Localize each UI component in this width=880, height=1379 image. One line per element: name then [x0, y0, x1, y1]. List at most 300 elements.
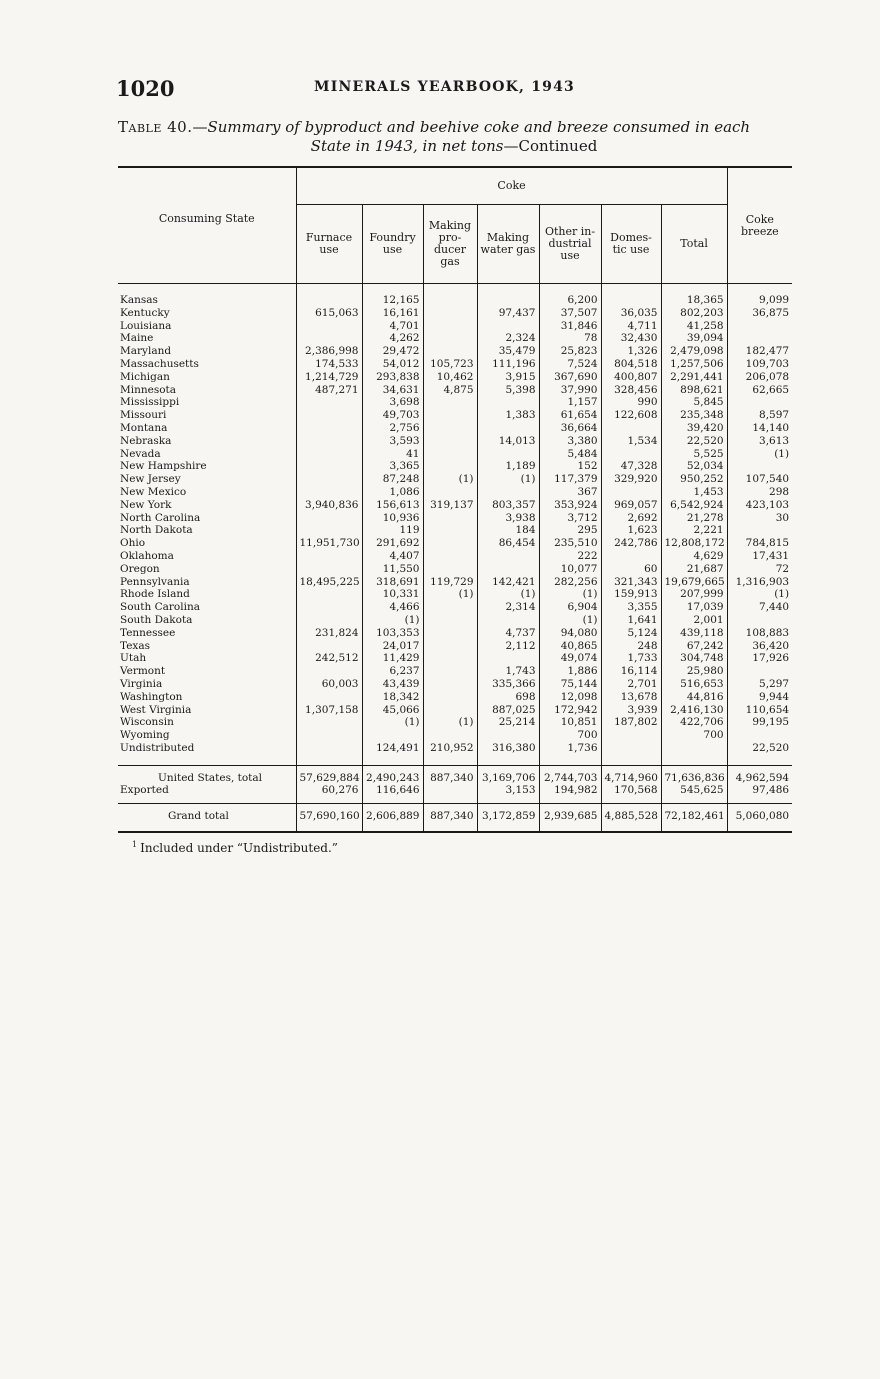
cell-domestic [601, 742, 661, 765]
cell-domestic: 400,807 [601, 371, 661, 384]
cell-foundry: 18,342 [362, 691, 423, 704]
cell-other-industrial: 3,712 [539, 512, 601, 525]
cell-other-industrial: 37,507 [539, 307, 601, 320]
caption-title-line1: Summary of byproduct and beehive coke and breeze consumed in each [207, 118, 751, 136]
cell-domestic: 2,692 [601, 512, 661, 525]
table-row [118, 284, 792, 307]
cell-total: 21,278 [661, 512, 727, 525]
cell-foundry: 291,692 [362, 537, 423, 550]
cell-total: 41,258 [661, 320, 727, 333]
cell-state: Wisconsin [120, 716, 174, 729]
cell-other-industrial: 1,736 [539, 742, 601, 765]
cell-furnace [296, 524, 362, 537]
cell-state: Virginia [120, 677, 163, 690]
cell-water-gas: 142,421 [477, 576, 539, 589]
cell-water-gas: 2,314 [477, 601, 539, 614]
cell-breeze: 1,316,903 [727, 576, 792, 589]
cell-furnace [296, 332, 362, 345]
cell-breeze: 36,420 [727, 640, 792, 653]
cell-state: Washington [120, 690, 183, 703]
cell-total: 25,980 [661, 665, 727, 678]
cell-foundry: 3,365 [362, 460, 423, 473]
cell-producer-gas: 119,729 [423, 576, 477, 589]
grand-total-furnace: 57,690,160 [296, 804, 362, 832]
cell-water-gas: 803,357 [477, 499, 539, 512]
cell-state: West Virginia [120, 703, 192, 716]
cell-furnace: 231,824 [296, 627, 362, 640]
cell-water-gas [477, 448, 539, 461]
cell-state: Missouri [120, 409, 167, 422]
cell-breeze [727, 614, 792, 627]
grand-total-row [118, 804, 792, 832]
cell-furnace [296, 409, 362, 422]
cell-domestic [601, 422, 661, 435]
cell-domestic: 248 [601, 640, 661, 653]
cell-domestic [601, 550, 661, 563]
cell-total [661, 742, 727, 765]
cell-furnace [296, 473, 362, 486]
header-furnace-use: Furnace use [296, 205, 362, 284]
cell-other-industrial: 40,865 [539, 640, 601, 653]
grand-total-producer-gas: 887,340 [423, 804, 477, 832]
cell-breeze [727, 332, 792, 345]
table-row [118, 691, 792, 704]
table-row [118, 601, 792, 614]
cell-domestic: 187,802 [601, 716, 661, 729]
table-row [118, 307, 792, 320]
cell-foundry: 29,472 [362, 345, 423, 358]
table-row [118, 512, 792, 525]
cell-total: 2,291,441 [661, 371, 727, 384]
cell-domestic: 990 [601, 396, 661, 409]
table-row [118, 640, 792, 653]
cell-domestic: 1,534 [601, 435, 661, 448]
cell-breeze: 109,703 [727, 358, 792, 371]
cell-producer-gas [423, 678, 477, 691]
grand-total-other-industrial: 2,939,685 [539, 804, 601, 832]
cell-foundry: (1) [362, 716, 423, 729]
cell-foundry: 11,550 [362, 563, 423, 576]
cell-water-gas: 1,743 [477, 665, 539, 678]
header-water-gas: Making water gas [477, 205, 539, 284]
cell-state: Maryland [120, 345, 172, 358]
cell-breeze: 99,195 [727, 716, 792, 729]
table-body [118, 284, 792, 766]
cell-total: 17,039 [661, 601, 727, 614]
cell-total: 2,001 [661, 614, 727, 627]
cell-producer-gas [423, 601, 477, 614]
cell-state: Pennsylvania [120, 575, 190, 588]
table-row [118, 614, 792, 627]
cell-breeze: 30 [727, 512, 792, 525]
cell-breeze [727, 665, 792, 678]
table-row [118, 486, 792, 499]
cell-total: 4,629 [661, 550, 727, 563]
cell-breeze: (1) [727, 588, 792, 601]
cell-breeze: 14,140 [727, 422, 792, 435]
cell-breeze: 298 [727, 486, 792, 499]
cell-other-industrial: 282,256 [539, 576, 601, 589]
cell-foundry: 54,012 [362, 358, 423, 371]
footnote-mark: 1 [132, 840, 138, 849]
cell-state: Tennessee [120, 626, 176, 639]
cell-producer-gas [423, 320, 477, 333]
cell-breeze [727, 524, 792, 537]
cell-other-industrial: 10,077 [539, 563, 601, 576]
cell-total: 5,525 [661, 448, 727, 461]
table-row [118, 588, 792, 601]
cell-foundry: 12,165 [362, 284, 423, 307]
cell-water-gas: 2,324 [477, 332, 539, 345]
cell-state: New Jersey [120, 473, 181, 486]
cell-domestic [601, 448, 661, 461]
cell-domestic: 242,786 [601, 537, 661, 550]
cell-total: 898,621 [661, 384, 727, 397]
cell-total: 12,808,172 [661, 537, 727, 550]
cell-producer-gas: 4,875 [423, 384, 477, 397]
cell-furnace: 615,063 [296, 307, 362, 320]
cell-furnace [296, 448, 362, 461]
cell-foundry: 11,429 [362, 652, 423, 665]
cell-other-industrial: 353,924 [539, 499, 601, 512]
table-totals [118, 765, 792, 832]
cell-water-gas [477, 422, 539, 435]
cell-state: North Carolina [120, 511, 201, 524]
cell-state: Louisiana [120, 319, 172, 332]
cell-domestic: 16,114 [601, 665, 661, 678]
cell-producer-gas: 319,137 [423, 499, 477, 512]
cell-other-industrial: 700 [539, 729, 601, 742]
cell-state: Wyoming [120, 729, 170, 742]
cell-producer-gas [423, 284, 477, 307]
cell-furnace [296, 665, 362, 678]
cell-domestic [601, 284, 661, 307]
cell-state: Nebraska [120, 434, 172, 447]
cell-total: 2,479,098 [661, 345, 727, 358]
cell-breeze: 17,431 [727, 550, 792, 563]
cell-breeze: 423,103 [727, 499, 792, 512]
cell-water-gas [477, 320, 539, 333]
cell-state: Utah [120, 652, 147, 665]
cell-producer-gas [423, 512, 477, 525]
cell-producer-gas [423, 396, 477, 409]
cell-producer-gas [423, 537, 477, 550]
cell-domestic: 5,124 [601, 627, 661, 640]
cell-state: Kansas [120, 294, 158, 306]
cell-other-industrial: (1) [539, 614, 601, 627]
table-row [118, 665, 792, 678]
cell-foundry: 156,613 [362, 499, 423, 512]
cell-producer-gas [423, 627, 477, 640]
cell-foundry: 4,701 [362, 320, 423, 333]
cell-producer-gas: 210,952 [423, 742, 477, 765]
cell-foundry: 2,756 [362, 422, 423, 435]
cell-total: 39,420 [661, 422, 727, 435]
cell-furnace [296, 640, 362, 653]
us-total-other-industrial: 2,744,703 [539, 765, 601, 784]
cell-total: 304,748 [661, 652, 727, 665]
cell-other-industrial: 94,080 [539, 627, 601, 640]
cell-other-industrial: 12,098 [539, 691, 601, 704]
cell-other-industrial: 7,524 [539, 358, 601, 371]
cell-furnace [296, 422, 362, 435]
cell-state: Oregon [120, 562, 160, 575]
cell-other-industrial: 5,484 [539, 448, 601, 461]
cell-other-industrial: 235,510 [539, 537, 601, 550]
cell-domestic: 47,328 [601, 460, 661, 473]
cell-furnace: 18,495,225 [296, 576, 362, 589]
cell-breeze [727, 460, 792, 473]
cell-domestic: 329,920 [601, 473, 661, 486]
cell-state: Massachusetts [120, 357, 199, 370]
cell-other-industrial: 10,851 [539, 716, 601, 729]
cell-breeze [727, 396, 792, 409]
exported-other-industrial: 194,982 [539, 784, 601, 803]
cell-state: South Dakota [120, 613, 193, 626]
header-other-industrial: Other in- dustrial use [539, 205, 601, 284]
cell-total: 21,687 [661, 563, 727, 576]
cell-furnace: 174,533 [296, 358, 362, 371]
cell-producer-gas [423, 448, 477, 461]
cell-water-gas [477, 563, 539, 576]
cell-state: South Carolina [120, 601, 200, 614]
us-total-furnace: 57,629,884 [296, 765, 362, 784]
table-row [118, 320, 792, 333]
cell-furnace: 3,940,836 [296, 499, 362, 512]
cell-water-gas: 86,454 [477, 537, 539, 550]
cell-producer-gas [423, 729, 477, 742]
cell-producer-gas [423, 563, 477, 576]
cell-state: Undistributed [120, 741, 195, 754]
cell-breeze: 110,654 [727, 704, 792, 717]
table-row [118, 345, 792, 358]
table-row [118, 678, 792, 691]
grand-total-water-gas: 3,172,859 [477, 804, 539, 832]
cell-other-industrial: 37,990 [539, 384, 601, 397]
exported-label: Exported [120, 784, 169, 797]
cell-total: 5,845 [661, 396, 727, 409]
cell-other-industrial: 172,942 [539, 704, 601, 717]
cell-water-gas: (1) [477, 588, 539, 601]
caption-continued: —Continued [503, 137, 598, 155]
cell-furnace: 60,003 [296, 678, 362, 691]
cell-other-industrial: 6,904 [539, 601, 601, 614]
header-coke-breeze: Coke breeze [727, 167, 792, 284]
cell-total: 2,221 [661, 524, 727, 537]
cell-producer-gas [423, 435, 477, 448]
cell-water-gas: 184 [477, 524, 539, 537]
cell-producer-gas: (1) [423, 716, 477, 729]
cell-furnace [296, 742, 362, 765]
cell-state: Rhode Island [120, 588, 190, 601]
table-row [118, 742, 792, 765]
cell-producer-gas [423, 640, 477, 653]
cell-foundry: 41 [362, 448, 423, 461]
cell-state: New Hampshire [120, 460, 207, 473]
cell-total: 44,816 [661, 691, 727, 704]
cell-breeze: (1) [727, 448, 792, 461]
cell-water-gas: 25,214 [477, 716, 539, 729]
cell-water-gas: 316,380 [477, 742, 539, 765]
cell-producer-gas: (1) [423, 588, 477, 601]
cell-other-industrial: 61,654 [539, 409, 601, 422]
cell-other-industrial: 295 [539, 524, 601, 537]
cell-foundry: 45,066 [362, 704, 423, 717]
cell-furnace [296, 396, 362, 409]
cell-producer-gas [423, 422, 477, 435]
cell-other-industrial: 367 [539, 486, 601, 499]
cell-total: 950,252 [661, 473, 727, 486]
cell-total: 700 [661, 729, 727, 742]
cell-state: Nevada [120, 447, 161, 460]
cell-foundry: 43,439 [362, 678, 423, 691]
cell-furnace [296, 435, 362, 448]
table-row [118, 371, 792, 384]
cell-foundry: 318,691 [362, 576, 423, 589]
cell-foundry: 16,161 [362, 307, 423, 320]
cell-domestic: 122,608 [601, 409, 661, 422]
cell-domestic: 32,430 [601, 332, 661, 345]
cell-breeze: 9,944 [727, 691, 792, 704]
cell-other-industrial: 6,200 [539, 284, 601, 307]
cell-other-industrial: 25,823 [539, 345, 601, 358]
cell-other-industrial: 31,846 [539, 320, 601, 333]
cell-furnace: 487,271 [296, 384, 362, 397]
cell-foundry: 4,466 [362, 601, 423, 614]
cell-furnace [296, 550, 362, 563]
cell-total: 52,034 [661, 460, 727, 473]
cell-furnace [296, 563, 362, 576]
cell-foundry: 124,491 [362, 742, 423, 765]
cell-domestic [601, 729, 661, 742]
cell-breeze: 7,440 [727, 601, 792, 614]
cell-foundry: 87,248 [362, 473, 423, 486]
cell-total: 6,542,924 [661, 499, 727, 512]
cell-furnace: 11,951,730 [296, 537, 362, 550]
cell-domestic: 60 [601, 563, 661, 576]
cell-producer-gas [423, 652, 477, 665]
cell-water-gas: (1) [477, 473, 539, 486]
cell-water-gas: 1,189 [477, 460, 539, 473]
header-coke-group: Coke [296, 167, 727, 205]
cell-other-industrial: 152 [539, 460, 601, 473]
table-row [118, 473, 792, 486]
cell-foundry: 10,331 [362, 588, 423, 601]
cell-furnace [296, 716, 362, 729]
cell-water-gas: 4,737 [477, 627, 539, 640]
header-domestic-use: Domes- tic use [601, 205, 661, 284]
cell-domestic: 1,641 [601, 614, 661, 627]
cell-furnace [296, 614, 362, 627]
cell-foundry [362, 729, 423, 742]
us-total-water-gas: 3,169,706 [477, 765, 539, 784]
cell-producer-gas [423, 691, 477, 704]
cell-water-gas: 111,196 [477, 358, 539, 371]
cell-furnace [296, 284, 362, 307]
caption-title-line2: State in 1943, in net tons [310, 137, 504, 155]
cell-furnace [296, 460, 362, 473]
cell-total: 19,679,665 [661, 576, 727, 589]
cell-breeze: 784,815 [727, 537, 792, 550]
cell-breeze: 72 [727, 563, 792, 576]
cell-state: Vermont [120, 665, 166, 678]
cell-water-gas: 35,479 [477, 345, 539, 358]
coke-consumption-table-wrap [118, 166, 792, 833]
cell-water-gas: 2,112 [477, 640, 539, 653]
cell-domestic: 159,913 [601, 588, 661, 601]
cell-furnace [296, 729, 362, 742]
table-row [118, 448, 792, 461]
cell-water-gas [477, 652, 539, 665]
cell-water-gas: 14,013 [477, 435, 539, 448]
cell-producer-gas [423, 307, 477, 320]
cell-breeze: 17,926 [727, 652, 792, 665]
cell-state: North Dakota [120, 524, 193, 537]
cell-producer-gas [423, 409, 477, 422]
cell-other-industrial: 367,690 [539, 371, 601, 384]
cell-domestic: 969,057 [601, 499, 661, 512]
cell-state: Montana [120, 421, 168, 434]
cell-breeze: 107,540 [727, 473, 792, 486]
cell-producer-gas [423, 460, 477, 473]
page-number: 1020 [116, 76, 175, 101]
cell-state: Minnesota [120, 383, 177, 396]
cell-breeze: 36,875 [727, 307, 792, 320]
cell-breeze: 206,078 [727, 371, 792, 384]
cell-domestic: 1,623 [601, 524, 661, 537]
us-total-domestic: 4,714,960 [601, 765, 661, 784]
cell-foundry: 119 [362, 524, 423, 537]
cell-other-industrial: 117,379 [539, 473, 601, 486]
cell-producer-gas [423, 345, 477, 358]
cell-breeze: 9,099 [727, 284, 792, 307]
caption-dash: — [192, 118, 208, 136]
cell-water-gas: 698 [477, 691, 539, 704]
header-total: Total [661, 205, 727, 284]
exported-water-gas: 3,153 [477, 784, 539, 803]
cell-producer-gas: 10,462 [423, 371, 477, 384]
cell-foundry: 10,936 [362, 512, 423, 525]
cell-breeze: 22,520 [727, 742, 792, 765]
cell-furnace: 1,307,158 [296, 704, 362, 717]
cell-domestic: 3,355 [601, 601, 661, 614]
grand-total-total: 72,182,461 [661, 804, 727, 832]
cell-total: 235,348 [661, 409, 727, 422]
cell-water-gas: 3,915 [477, 371, 539, 384]
table-row [118, 652, 792, 665]
cell-breeze: 108,883 [727, 627, 792, 640]
cell-foundry: (1) [362, 614, 423, 627]
cell-water-gas: 887,025 [477, 704, 539, 717]
us-total-foundry: 2,490,243 [362, 765, 423, 784]
cell-water-gas [477, 284, 539, 307]
cell-total: 39,094 [661, 332, 727, 345]
cell-state: Ohio [120, 537, 146, 550]
cell-producer-gas: (1) [423, 473, 477, 486]
cell-total: 67,242 [661, 640, 727, 653]
cell-breeze: 5,297 [727, 678, 792, 691]
footnote [132, 840, 338, 855]
table-row [118, 435, 792, 448]
table-row [118, 537, 792, 550]
us-total-producer-gas: 887,340 [423, 765, 477, 784]
exported-furnace: 60,276 [296, 784, 362, 803]
cell-total: 18,365 [661, 284, 727, 307]
table-row [118, 422, 792, 435]
cell-other-industrial: 36,664 [539, 422, 601, 435]
header-consuming-state: Consuming State [118, 167, 296, 284]
cell-furnace [296, 691, 362, 704]
